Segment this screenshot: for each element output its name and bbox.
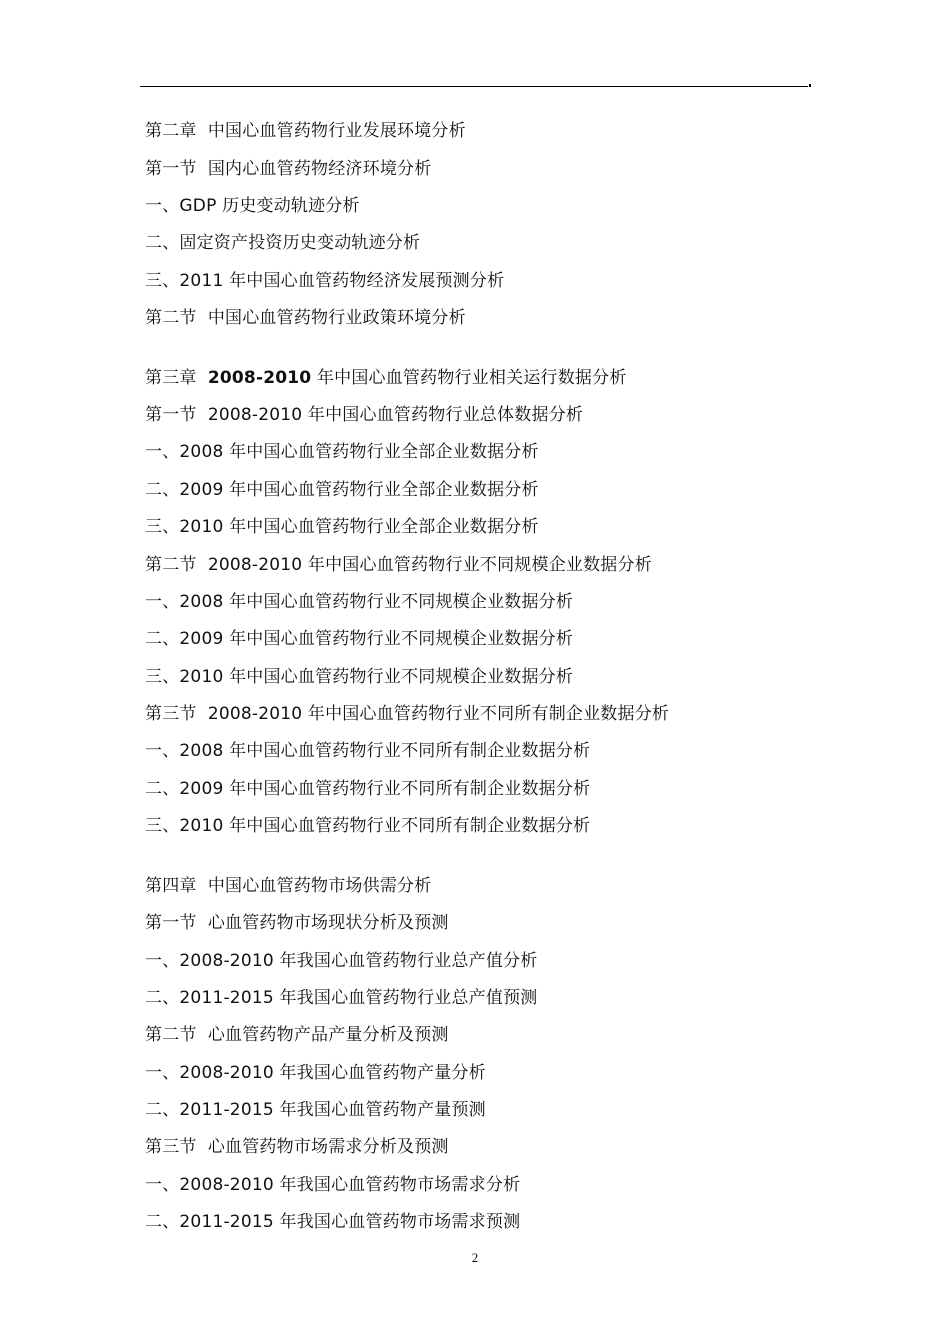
toc-entry-chapter: 第四章 中国心血管药物市场供需分析: [145, 876, 432, 896]
toc-entry-item: 二、2011-2015 年我国心血管药物产量预测: [145, 1100, 486, 1120]
toc-entry-section: 第二节 2008-2010 年中国心血管药物行业不同规模企业数据分析: [145, 555, 652, 575]
toc-entry-item: 二、固定资产投资历史变动轨迹分析: [145, 233, 421, 253]
toc-entry-section: 第三节 心血管药物市场需求分析及预测: [145, 1137, 449, 1157]
page-number: 2: [471, 1250, 479, 1265]
toc-entry-section: 第三节 2008-2010 年中国心血管药物行业不同所有制企业数据分析: [145, 704, 670, 724]
toc-entry-item: 一、2008-2010 年我国心血管药物产量分析: [145, 1063, 486, 1083]
toc-entry-item: 三、2010 年中国心血管药物行业不同规模企业数据分析: [145, 667, 574, 687]
toc-entry-section: 第一节 2008-2010 年中国心血管药物行业总体数据分析: [145, 405, 584, 425]
toc-entry-item: 一、2008-2010 年我国心血管药物市场需求分析: [145, 1175, 521, 1195]
toc-entry-item: 三、2010 年中国心血管药物行业不同所有制企业数据分析: [145, 816, 591, 836]
toc-entry-item: 一、2008 年中国心血管药物行业不同规模企业数据分析: [145, 592, 574, 612]
header-rule-mark: [809, 84, 811, 87]
toc-entry-section: 第二节 心血管药物产品产量分析及预测: [145, 1025, 449, 1045]
toc-entry-chapter: 第二章 中国心血管药物行业发展环境分析: [145, 121, 466, 141]
toc-entry-item: 二、2011-2015 年我国心血管药物行业总产值预测: [145, 988, 538, 1008]
toc-entry-item: 一、2008 年中国心血管药物行业全部企业数据分析: [145, 442, 539, 462]
toc-entry-section: 第二节 中国心血管药物行业政策环境分析: [145, 308, 466, 328]
header-rule: [140, 86, 808, 87]
toc-entry-item: 二、2011-2015 年我国心血管药物市场需求预测: [145, 1212, 521, 1232]
toc-entry-item: 二、2009 年中国心血管药物行业全部企业数据分析: [145, 480, 539, 500]
toc-entry-section: 第一节 国内心血管药物经济环境分析: [145, 159, 432, 179]
toc-entry-item: 三、2010 年中国心血管药物行业全部企业数据分析: [145, 517, 539, 537]
toc-entry-item: 一、2008-2010 年我国心血管药物行业总产值分析: [145, 951, 538, 971]
toc-entry-section: 第一节 心血管药物市场现状分析及预测: [145, 913, 449, 933]
toc-entry-chapter: 第三章 2008-2010 年中国心血管药物行业相关运行数据分析: [145, 368, 627, 388]
toc-entry-item: 二、2009 年中国心血管药物行业不同所有制企业数据分析: [145, 779, 591, 799]
toc-entry-item: 一、2008 年中国心血管药物行业不同所有制企业数据分析: [145, 741, 591, 761]
toc-entry-item: 三、2011 年中国心血管药物经济发展预测分析: [145, 271, 505, 291]
toc-entry-item: 二、2009 年中国心血管药物行业不同规模企业数据分析: [145, 629, 574, 649]
toc-entry-item: 一、GDP 历史变动轨迹分析: [145, 196, 360, 216]
